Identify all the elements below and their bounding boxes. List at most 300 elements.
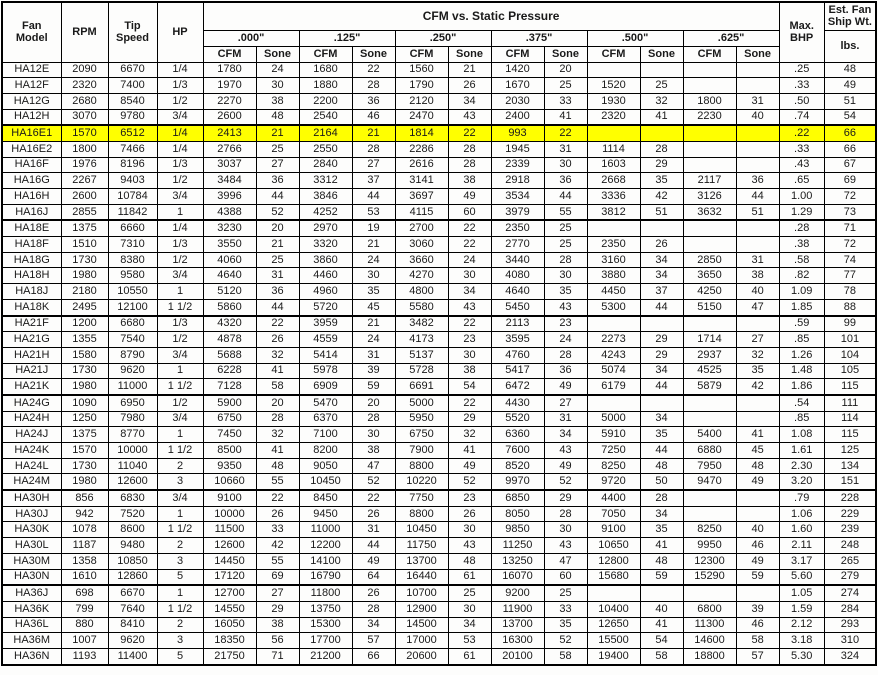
fan-model-cell: HA12H	[2, 109, 61, 125]
cfm_250-cell: 10700	[395, 585, 448, 601]
sone_500-cell	[640, 125, 683, 141]
tip_speed-cell: 6950	[108, 395, 157, 411]
cfm_125-cell: 5470	[299, 395, 352, 411]
sone_375-cell: 29	[544, 490, 587, 506]
rpm-cell: 1375	[61, 220, 108, 236]
cfm_625-cell: 18800	[683, 648, 736, 664]
table-row	[2, 522, 876, 538]
sone_125-cell: 19	[352, 220, 395, 236]
sone_125-cell: 35	[352, 284, 395, 300]
table-row	[2, 332, 876, 348]
sone_375-cell: 23	[544, 316, 587, 332]
sone_250-cell: 23	[448, 332, 491, 348]
max_bhp-cell: 3.18	[779, 633, 824, 649]
sone_125-cell: 26	[352, 585, 395, 601]
cfm_125-cell: 4460	[299, 268, 352, 284]
subheader-cfm-500: CFM	[587, 46, 640, 62]
sone_125-cell: 64	[352, 569, 395, 585]
sone_500-cell	[640, 395, 683, 411]
cfm_500-cell: 8250	[587, 458, 640, 474]
rpm-cell: 1570	[61, 443, 108, 459]
sone_375-cell: 47	[544, 553, 587, 569]
sone_500-cell	[640, 220, 683, 236]
max_bhp-cell: .38	[779, 237, 824, 253]
tip_speed-cell: 8410	[108, 617, 157, 633]
sone_250-cell: 30	[448, 601, 491, 617]
cfm_625-cell	[683, 411, 736, 427]
fan-model-cell: HA12G	[2, 93, 61, 109]
cfm_125-cell: 2550	[299, 141, 352, 157]
cfm_250-cell: 4800	[395, 284, 448, 300]
ship_wt_lbs-cell: 48	[824, 62, 876, 78]
cfm_250-cell: 3141	[395, 173, 448, 189]
fan-model-cell: HA18H	[2, 268, 61, 284]
hp-cell: 5	[157, 569, 203, 585]
tip_speed-cell: 6830	[108, 490, 157, 506]
sone_625-cell: 31	[736, 252, 779, 268]
cfm_500-cell: 2320	[587, 109, 640, 125]
sone_375-cell: 36	[544, 173, 587, 189]
hp-cell: 1/2	[157, 173, 203, 189]
cfm_375-cell: 9970	[491, 474, 544, 490]
max_bhp-cell: 2.12	[779, 617, 824, 633]
cfm_375-cell: 9200	[491, 585, 544, 601]
cfm_375-cell: 1670	[491, 78, 544, 94]
sone_625-cell	[736, 78, 779, 94]
rpm-cell: 2600	[61, 189, 108, 205]
sone_125-cell: 31	[352, 522, 395, 538]
cfm_500-cell	[587, 316, 640, 332]
col-header-lbs: lbs.	[824, 30, 876, 62]
sone_000-cell: 27	[256, 157, 299, 173]
hp-cell: 1/3	[157, 316, 203, 332]
fan-model-cell: HA21J	[2, 363, 61, 379]
cfm_125-cell: 2164	[299, 125, 352, 141]
fan-model-cell: HA24J	[2, 427, 61, 443]
table-row	[2, 633, 876, 649]
rpm-cell: 1980	[61, 379, 108, 395]
sone_125-cell: 59	[352, 379, 395, 395]
cfm_125-cell: 17700	[299, 633, 352, 649]
rpm-cell: 880	[61, 617, 108, 633]
hp-cell: 1	[157, 427, 203, 443]
tip_speed-cell: 8790	[108, 347, 157, 363]
cfm_250-cell: 4115	[395, 204, 448, 220]
cfm_375-cell: 2113	[491, 316, 544, 332]
rpm-cell: 1730	[61, 363, 108, 379]
sone_625-cell: 59	[736, 569, 779, 585]
max_bhp-cell: .74	[779, 109, 824, 125]
cfm_250-cell: 16440	[395, 569, 448, 585]
cfm_375-cell: 5417	[491, 363, 544, 379]
cfm_000-cell: 4640	[203, 268, 256, 284]
sone_250-cell: 23	[448, 490, 491, 506]
table-row	[2, 569, 876, 585]
sone_250-cell: 60	[448, 204, 491, 220]
cfm_500-cell: 3880	[587, 268, 640, 284]
ship_wt_lbs-cell: 67	[824, 157, 876, 173]
ship_wt_lbs-cell: 134	[824, 458, 876, 474]
ship_wt_lbs-cell: 77	[824, 268, 876, 284]
sone_000-cell: 69	[256, 569, 299, 585]
tip_speed-cell: 11400	[108, 648, 157, 664]
sone_000-cell: 36	[256, 173, 299, 189]
sone_250-cell: 26	[448, 78, 491, 94]
cfm_250-cell: 3660	[395, 252, 448, 268]
sone_625-cell: 32	[736, 347, 779, 363]
fan-model-cell: HA30K	[2, 522, 61, 538]
tip_speed-cell: 7310	[108, 237, 157, 253]
cfm_250-cell: 5950	[395, 411, 448, 427]
cfm_500-cell: 7050	[587, 506, 640, 522]
sone_250-cell: 30	[448, 268, 491, 284]
max_bhp-cell: .33	[779, 141, 824, 157]
table-row	[2, 411, 876, 427]
cfm_625-cell: 1800	[683, 93, 736, 109]
cfm_125-cell: 5978	[299, 363, 352, 379]
sone_625-cell: 49	[736, 553, 779, 569]
cfm_125-cell: 12200	[299, 538, 352, 554]
hp-cell: 1	[157, 585, 203, 601]
sone_500-cell: 44	[640, 443, 683, 459]
cfm_625-cell	[683, 506, 736, 522]
rpm-cell: 2180	[61, 284, 108, 300]
cfm_375-cell: 4760	[491, 347, 544, 363]
subheader-cfm-125: CFM	[299, 46, 352, 62]
sone_625-cell	[736, 585, 779, 601]
hp-cell: 3/4	[157, 490, 203, 506]
max_bhp-cell: 1.26	[779, 347, 824, 363]
cfm_625-cell: 2117	[683, 173, 736, 189]
col-header-fan-model: Fan Model	[2, 2, 61, 62]
tip_speed-cell: 6670	[108, 585, 157, 601]
cfm_375-cell: 5520	[491, 411, 544, 427]
sone_500-cell: 40	[640, 601, 683, 617]
sone_000-cell: 52	[256, 204, 299, 220]
table-row	[2, 204, 876, 220]
cfm_625-cell: 5879	[683, 379, 736, 395]
rpm-cell: 2090	[61, 62, 108, 78]
table-row	[2, 220, 876, 236]
cfm_625-cell: 3126	[683, 189, 736, 205]
sone_375-cell: 52	[544, 474, 587, 490]
cfm_125-cell: 9050	[299, 458, 352, 474]
hp-cell: 1/3	[157, 78, 203, 94]
ship_wt_lbs-cell: 265	[824, 553, 876, 569]
ship_wt_lbs-cell: 54	[824, 109, 876, 125]
cfm_375-cell: 6360	[491, 427, 544, 443]
sone_375-cell: 25	[544, 220, 587, 236]
sone_125-cell: 31	[352, 347, 395, 363]
sone_125-cell: 26	[352, 506, 395, 522]
sone_125-cell: 27	[352, 157, 395, 173]
fan-model-cell: HA21H	[2, 347, 61, 363]
cfm_000-cell: 6750	[203, 411, 256, 427]
sone_375-cell: 30	[544, 268, 587, 284]
fan-model-cell: HA36J	[2, 585, 61, 601]
hp-cell: 1 1/2	[157, 299, 203, 315]
fan-model-cell: HA16J	[2, 204, 61, 220]
fan-model-cell: HA30L	[2, 538, 61, 554]
cfm_125-cell: 14100	[299, 553, 352, 569]
sone_500-cell: 25	[640, 78, 683, 94]
cfm_625-cell	[683, 62, 736, 78]
max_bhp-cell: .33	[779, 78, 824, 94]
cfm_000-cell: 1780	[203, 62, 256, 78]
cfm_250-cell: 5728	[395, 363, 448, 379]
table-row	[2, 284, 876, 300]
hp-cell: 1 1/2	[157, 443, 203, 459]
rpm-cell: 2855	[61, 204, 108, 220]
sone_375-cell: 55	[544, 204, 587, 220]
sone_000-cell: 20	[256, 220, 299, 236]
sone_250-cell: 34	[448, 284, 491, 300]
hp-cell: 3/4	[157, 268, 203, 284]
sone_375-cell: 41	[544, 109, 587, 125]
sone_500-cell: 37	[640, 284, 683, 300]
sone_125-cell: 44	[352, 538, 395, 554]
cfm_125-cell: 6370	[299, 411, 352, 427]
sone_000-cell: 41	[256, 443, 299, 459]
tip_speed-cell: 7540	[108, 332, 157, 348]
max_bhp-cell: 2.11	[779, 538, 824, 554]
sone_375-cell: 31	[544, 141, 587, 157]
fan-model-cell: HA18J	[2, 284, 61, 300]
cfm_125-cell: 3320	[299, 237, 352, 253]
cfm_500-cell	[587, 220, 640, 236]
tip_speed-cell: 12860	[108, 569, 157, 585]
cfm_000-cell: 2270	[203, 93, 256, 109]
cfm_000-cell: 2413	[203, 125, 256, 141]
tip_speed-cell: 10550	[108, 284, 157, 300]
sone_375-cell: 28	[544, 347, 587, 363]
cfm_625-cell: 4250	[683, 284, 736, 300]
tip_speed-cell: 8196	[108, 157, 157, 173]
cfm_250-cell: 6691	[395, 379, 448, 395]
cfm_625-cell	[683, 395, 736, 411]
table-row	[2, 506, 876, 522]
table-row	[2, 538, 876, 554]
sone_250-cell: 41	[448, 443, 491, 459]
cfm_500-cell: 7250	[587, 443, 640, 459]
sone_125-cell: 21	[352, 125, 395, 141]
sone_625-cell	[736, 316, 779, 332]
sone_625-cell: 49	[736, 474, 779, 490]
max_bhp-cell: 1.59	[779, 601, 824, 617]
sone_625-cell	[736, 395, 779, 411]
sone_375-cell: 33	[544, 601, 587, 617]
table-row	[2, 395, 876, 411]
rpm-cell: 3070	[61, 109, 108, 125]
hp-cell: 1/2	[157, 93, 203, 109]
fan-model-cell: HA24H	[2, 411, 61, 427]
sone_000-cell: 20	[256, 395, 299, 411]
fan-performance-table	[1, 1, 877, 666]
sone_375-cell: 25	[544, 78, 587, 94]
ship_wt_lbs-cell: 115	[824, 379, 876, 395]
fan-model-cell: HA24G	[2, 395, 61, 411]
cfm_250-cell: 10220	[395, 474, 448, 490]
tip_speed-cell: 9620	[108, 633, 157, 649]
cfm_500-cell: 5074	[587, 363, 640, 379]
sone_000-cell: 30	[256, 78, 299, 94]
tip_speed-cell: 8600	[108, 522, 157, 538]
tip_speed-cell: 9580	[108, 268, 157, 284]
fan-model-cell: HA21K	[2, 379, 61, 395]
sone_500-cell: 34	[640, 506, 683, 522]
ship_wt_lbs-cell: 78	[824, 284, 876, 300]
rpm-cell: 1730	[61, 458, 108, 474]
table-row	[2, 109, 876, 125]
table-row	[2, 237, 876, 253]
max_bhp-cell: 1.48	[779, 363, 824, 379]
rpm-cell: 2267	[61, 173, 108, 189]
cfm_250-cell: 7900	[395, 443, 448, 459]
max_bhp-cell: .58	[779, 252, 824, 268]
sone_250-cell: 21	[448, 62, 491, 78]
sone_375-cell: 25	[544, 585, 587, 601]
sone_250-cell: 24	[448, 252, 491, 268]
cfm_125-cell: 4559	[299, 332, 352, 348]
cfm_500-cell: 3160	[587, 252, 640, 268]
hp-cell: 3/4	[157, 109, 203, 125]
sone_125-cell: 30	[352, 427, 395, 443]
table-row	[2, 553, 876, 569]
cfm_000-cell: 3996	[203, 189, 256, 205]
subheader-cfm-375: CFM	[491, 46, 544, 62]
sone_000-cell: 48	[256, 458, 299, 474]
hp-cell: 3/4	[157, 347, 203, 363]
rpm-cell: 1250	[61, 411, 108, 427]
fan-model-cell: HA24L	[2, 458, 61, 474]
cfm_625-cell	[683, 220, 736, 236]
sone_625-cell	[736, 490, 779, 506]
ship_wt_lbs-cell: 239	[824, 522, 876, 538]
cfm_125-cell: 9450	[299, 506, 352, 522]
cfm_500-cell: 1930	[587, 93, 640, 109]
sone_500-cell: 34	[640, 252, 683, 268]
cfm_375-cell: 5450	[491, 299, 544, 315]
cfm_375-cell: 2339	[491, 157, 544, 173]
cfm_000-cell: 7450	[203, 427, 256, 443]
table-row	[2, 141, 876, 157]
cfm_500-cell	[587, 125, 640, 141]
cfm_625-cell	[683, 490, 736, 506]
sone_000-cell: 32	[256, 427, 299, 443]
sone_000-cell: 22	[256, 490, 299, 506]
max_bhp-cell: 1.05	[779, 585, 824, 601]
table-row	[2, 252, 876, 268]
cfm_625-cell: 12300	[683, 553, 736, 569]
cfm_375-cell: 993	[491, 125, 544, 141]
sone_000-cell: 44	[256, 189, 299, 205]
max_bhp-cell: 3.17	[779, 553, 824, 569]
sone_250-cell: 34	[448, 93, 491, 109]
cfm_250-cell: 3697	[395, 189, 448, 205]
cfm_000-cell: 10000	[203, 506, 256, 522]
sone_250-cell: 30	[448, 522, 491, 538]
max_bhp-cell: 1.61	[779, 443, 824, 459]
cfm_625-cell: 6880	[683, 443, 736, 459]
ship_wt_lbs-cell: 229	[824, 506, 876, 522]
cfm_625-cell: 5400	[683, 427, 736, 443]
ship_wt_lbs-cell: 104	[824, 347, 876, 363]
sone_000-cell: 48	[256, 109, 299, 125]
sone_500-cell: 59	[640, 569, 683, 585]
fan-model-cell: HA18E	[2, 220, 61, 236]
max_bhp-cell: .65	[779, 173, 824, 189]
table-row	[2, 443, 876, 459]
cfm_375-cell: 11250	[491, 538, 544, 554]
hp-cell: 1/4	[157, 62, 203, 78]
sone_250-cell: 25	[448, 585, 491, 601]
cfm_625-cell	[683, 316, 736, 332]
sone_125-cell: 21	[352, 237, 395, 253]
cfm_375-cell: 9850	[491, 522, 544, 538]
sone_500-cell: 50	[640, 474, 683, 490]
ship_wt_lbs-cell: 88	[824, 299, 876, 315]
subheader-sone-250: Sone	[448, 46, 491, 62]
cfm_000-cell: 18350	[203, 633, 256, 649]
sone_375-cell: 33	[544, 93, 587, 109]
cfm_500-cell	[587, 585, 640, 601]
sone_000-cell: 26	[256, 506, 299, 522]
cfm_250-cell: 10450	[395, 522, 448, 538]
tip_speed-cell: 6680	[108, 316, 157, 332]
hp-cell: 1/4	[157, 141, 203, 157]
max_bhp-cell: 1.86	[779, 379, 824, 395]
cfm_000-cell: 7128	[203, 379, 256, 395]
ship_wt_lbs-cell: 111	[824, 395, 876, 411]
fan-model-cell: HA16F	[2, 157, 61, 173]
cfm_125-cell: 15300	[299, 617, 352, 633]
sone_500-cell: 35	[640, 173, 683, 189]
cfm_000-cell: 3037	[203, 157, 256, 173]
cfm_500-cell: 2350	[587, 237, 640, 253]
sone_375-cell: 28	[544, 252, 587, 268]
cfm_375-cell: 4430	[491, 395, 544, 411]
hp-cell: 1 1/2	[157, 601, 203, 617]
sone_375-cell: 52	[544, 633, 587, 649]
sone_625-cell: 42	[736, 379, 779, 395]
sone_375-cell: 49	[544, 458, 587, 474]
col-header-est-fan-ship-wt: Est. Fan Ship Wt.	[824, 2, 876, 30]
sone_000-cell: 71	[256, 648, 299, 664]
sone_500-cell	[640, 316, 683, 332]
rpm-cell: 1730	[61, 252, 108, 268]
table-row	[2, 379, 876, 395]
cfm_000-cell: 3230	[203, 220, 256, 236]
sone_625-cell: 40	[736, 284, 779, 300]
sone_500-cell: 28	[640, 141, 683, 157]
fan-model-cell: HA12F	[2, 78, 61, 94]
ship_wt_lbs-cell: 66	[824, 125, 876, 141]
sone_125-cell: 22	[352, 490, 395, 506]
sone_500-cell: 44	[640, 379, 683, 395]
rpm-cell: 1980	[61, 268, 108, 284]
table-row	[2, 363, 876, 379]
ship_wt_lbs-cell: 324	[824, 648, 876, 664]
cfm_625-cell: 6800	[683, 601, 736, 617]
sone_500-cell	[640, 62, 683, 78]
sone_500-cell: 34	[640, 363, 683, 379]
table-row	[2, 78, 876, 94]
tip_speed-cell: 9780	[108, 109, 157, 125]
sone_500-cell: 44	[640, 299, 683, 315]
cfm_625-cell	[683, 125, 736, 141]
sone_250-cell: 54	[448, 379, 491, 395]
sone_125-cell: 57	[352, 633, 395, 649]
